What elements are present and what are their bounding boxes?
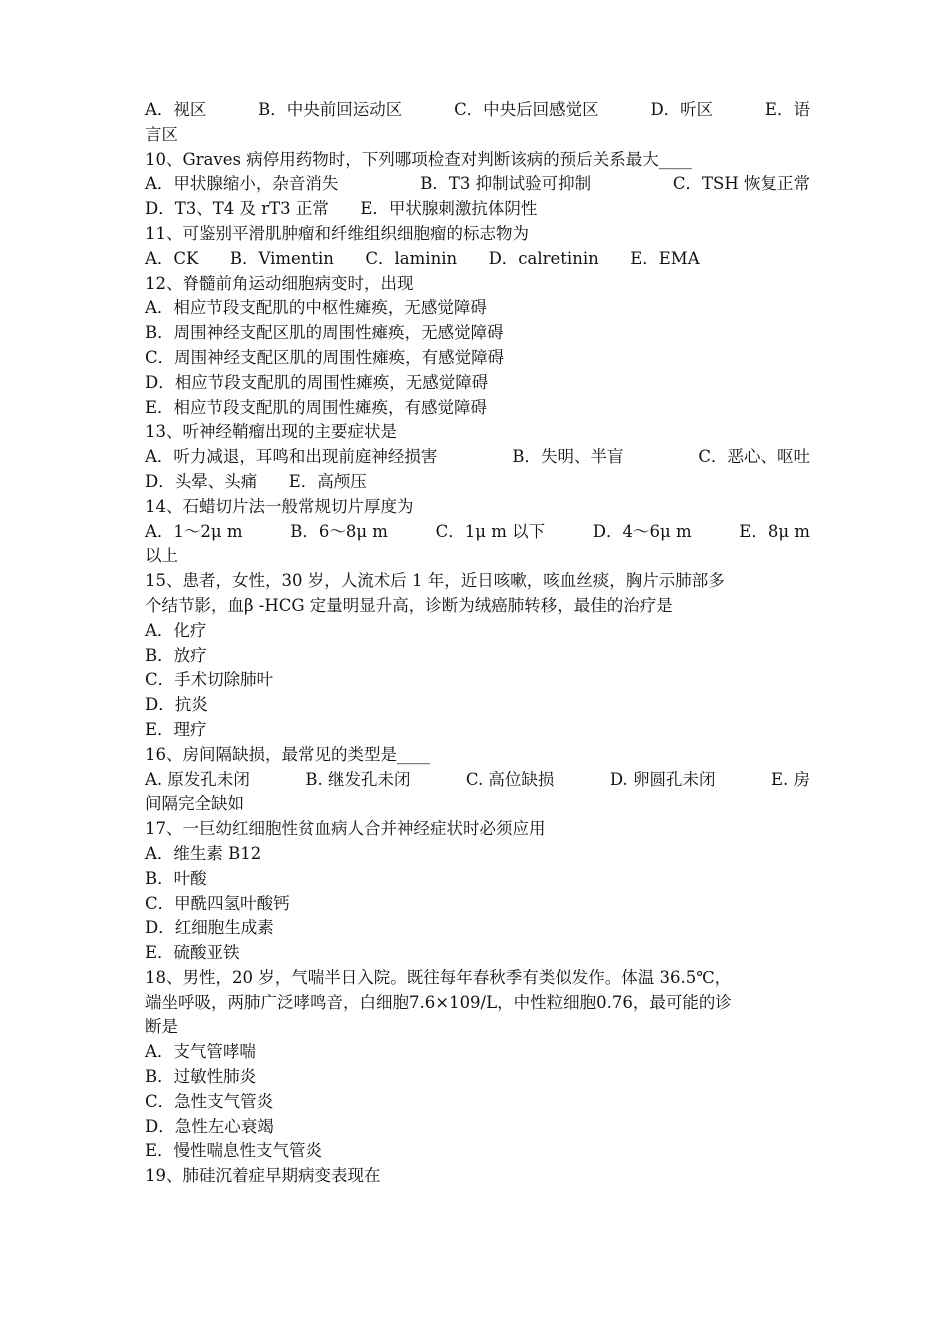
text-segment: E．语 bbox=[764, 100, 810, 119]
text-line: C．手术切除肺叶 bbox=[145, 670, 274, 690]
text-segment: D. 卵圆孔未闭 bbox=[609, 769, 716, 789]
text-segment: B．中央前回运动区 bbox=[258, 100, 403, 119]
text-line: B．周围神经支配区肌的周围性瘫痪，无感觉障碍 bbox=[145, 323, 504, 343]
text-segment: B．T3 抑制试验可抑制 bbox=[420, 174, 592, 194]
text-segment: A．听力减退，耳鸣和出现前庭神经损害 bbox=[145, 447, 438, 467]
text-line: E．慢性喘息性支气管炎 bbox=[145, 1141, 323, 1161]
text-segment: C．TSH 恢复正常 bbox=[672, 174, 810, 194]
text-line: C．甲酰四氢叶酸钙 bbox=[145, 893, 290, 913]
text-line-justified bbox=[145, 445, 810, 470]
text-line: 19、肺硅沉着症早期病变表现在 bbox=[145, 1166, 381, 1186]
text-line: D．急性左心衰竭 bbox=[145, 1116, 274, 1136]
text-line: 10、Graves 病停用药物时，下列哪项检查对判断该病的预后关系最大____ bbox=[145, 149, 692, 169]
text-line: 15、患者，女性，30 岁，人流术后 1 年，近日咳嗽，咳血丝痰，胸片示肺部多 bbox=[145, 571, 725, 591]
text-segment: D．听区 bbox=[650, 100, 714, 119]
text-line: B．叶酸 bbox=[145, 868, 207, 888]
text-line: D．T3、T4 及 rT3 正常 E．甲状腺刺激抗体阴性 bbox=[145, 199, 538, 219]
text-line: D．头晕、头痛 E．高颅压 bbox=[145, 471, 367, 491]
text-line: B．过敏性肺炎 bbox=[145, 1067, 257, 1087]
text-line: 12、脊髓前角运动细胞病变时，出现 bbox=[145, 273, 414, 293]
text-segment: B．失明、半盲 bbox=[512, 447, 624, 467]
text-segment: C．恶心、呕吐 bbox=[698, 447, 810, 467]
text-segment: A．甲状腺缩小，杂音消失 bbox=[145, 174, 339, 194]
text-segment: A．视区 bbox=[145, 100, 207, 119]
text-segment: A．1～2μ m bbox=[145, 521, 243, 541]
text-line: 言区 bbox=[145, 124, 178, 144]
text-line: 11、可鉴别平滑肌肿瘤和纤维组织细胞瘤的标志物为 bbox=[145, 223, 529, 243]
text-line: E．硫酸亚铁 bbox=[145, 943, 240, 963]
text-line: E．理疗 bbox=[145, 719, 207, 739]
text-line: 以上 bbox=[145, 546, 178, 566]
text-segment: C. 高位缺损 bbox=[465, 769, 555, 789]
text-line: C．周围神经支配区肌的周围性瘫痪，有感觉障碍 bbox=[145, 347, 505, 367]
text-line: 13、听神经鞘瘤出现的主要症状是 bbox=[145, 422, 397, 442]
text-segment: C．中央后回感觉区 bbox=[454, 100, 599, 119]
text-line: 断是 bbox=[145, 1017, 178, 1037]
text-line: 14、石蜡切片法一般常规切片厚度为 bbox=[145, 496, 414, 516]
text-segment: B．6～8μ m bbox=[290, 521, 388, 541]
text-segment: D．4～6μ m bbox=[592, 521, 692, 541]
text-line: A．CK B．Vimentin C．laminin D．calretinin E．EMA bbox=[145, 248, 700, 268]
text-segment: E. 房 bbox=[770, 769, 810, 789]
text-line: 17、一巨幼红细胞性贫血病人合并神经症状时必须应用 bbox=[145, 819, 546, 839]
text-line: D．抗炎 bbox=[145, 695, 208, 715]
text-line-justified bbox=[145, 520, 810, 545]
text-segment: C．1μ m 以下 bbox=[435, 521, 546, 541]
text-line: 个结节影，血β -HCG 定量明显升高，诊断为绒癌肺转移，最佳的治疗是 bbox=[145, 595, 673, 615]
text-line-justified bbox=[145, 768, 810, 793]
document-body bbox=[145, 98, 810, 1189]
text-line: E．相应节段支配肌的周围性瘫痪，有感觉障碍 bbox=[145, 397, 488, 417]
text-line: D．红细胞生成素 bbox=[145, 918, 274, 938]
text-line: 间隔完全缺如 bbox=[145, 794, 244, 814]
text-segment: A. 原发孔未闭 bbox=[145, 769, 250, 789]
text-segment: E．8μ m bbox=[739, 521, 810, 541]
text-line: A．维生素 B12 bbox=[145, 843, 262, 863]
text-line: 16、房间隔缺损，最常见的类型是____ bbox=[145, 744, 430, 764]
text-line: 18、男性，20 岁，气喘半日入院。既往每年春秋季有类似发作。体温 36.5℃， bbox=[145, 967, 732, 987]
text-line: C．急性支气管炎 bbox=[145, 1091, 274, 1111]
text-line: 端坐呼吸，两肺广泛哮鸣音，白细胞7.6×109/L，中性粒细胞0.76，最可能的诊 bbox=[145, 992, 732, 1012]
text-line: D．相应节段支配肌的周围性瘫痪，无感觉障碍 bbox=[145, 372, 489, 392]
text-line: A．相应节段支配肌的中枢性瘫痪，无感觉障碍 bbox=[145, 298, 487, 318]
text-line: A．化疗 bbox=[145, 620, 207, 640]
text-segment: B. 继发孔未闭 bbox=[305, 769, 411, 789]
text-line-justified bbox=[145, 172, 810, 197]
text-line: B．放疗 bbox=[145, 645, 207, 665]
text-line: A．支气管哮喘 bbox=[145, 1042, 256, 1062]
text-line-justified bbox=[145, 98, 810, 123]
